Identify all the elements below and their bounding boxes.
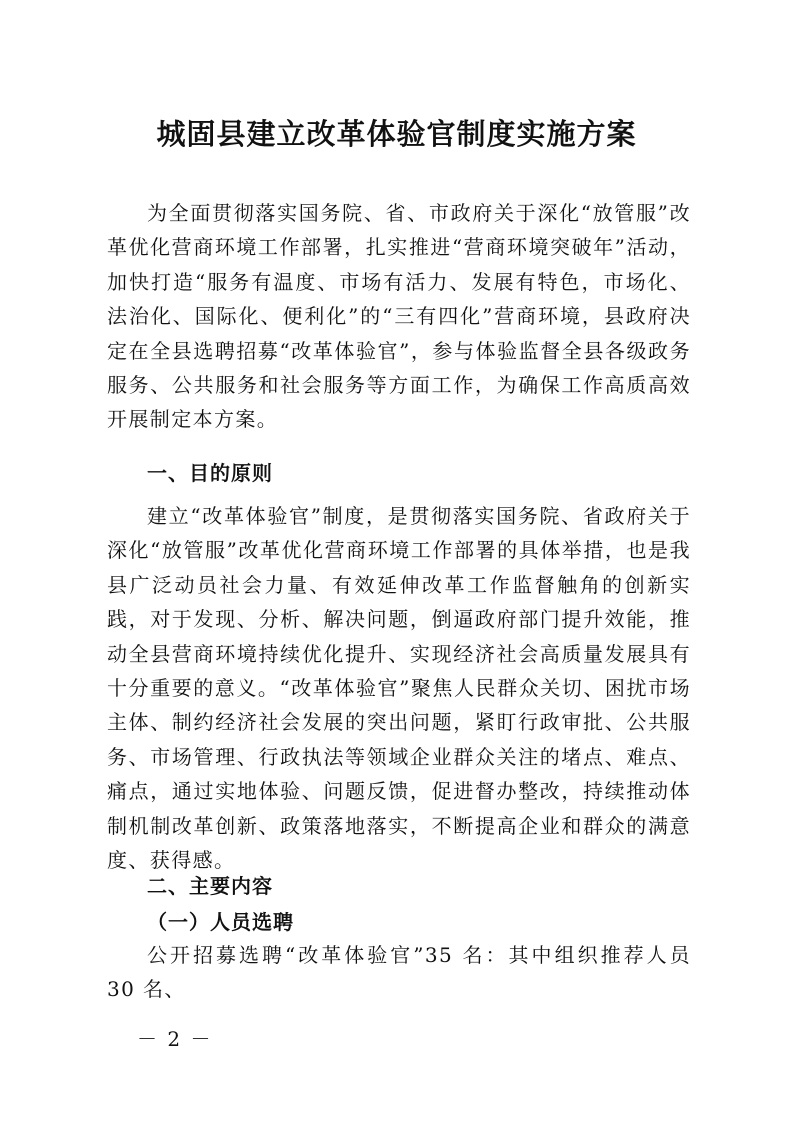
subsection-recruitment-paragraph: 公开招募选聘“改革体验官”35 名：其中组织推荐人员 30 名、 (107, 943, 691, 1002)
page-number: － 2 － (137, 1027, 213, 1051)
subsection-heading-recruitment: （一）人员选聘 (147, 910, 294, 934)
document-title: 城固县建立改革体验官制度实施方案 (156, 117, 637, 151)
intro-paragraph: 为全面贯彻落实国务院、省、市政府关于深化“放管服”改革优化营商环境工作部署，扎实推进“营商环境突破年”活动，加快打造“服务有温度、市场有活力、发展有特色，市场化、法治化、国际化、便利化”的“三有四化”营商环境，县政府决定在全县选聘招募“改革体验官”，参与体验监督全县各级政务服务、公共服务和社会服务等方面工作，为确保工作高质高效开展制定本方案。 (107, 201, 691, 432)
section-heading-content: 二、主要内容 (147, 874, 273, 898)
section-heading-goals: 一、目的原则 (147, 461, 273, 485)
section-goals-paragraph: 建立“改革体验官”制度，是贯彻落实国务院、省政府关于深化“放管服”改革优化营商环境工作部署的具体举措，也是我县广泛动员社会力量、有效延伸改革工作监督触角的创新实践，对于发现、分析、解决问题，倒逼政府部门提升效能，推动全县营商环境持续优化提升、实现经济社会高质量发展具有十分重要的意义。“改革体验官”聚焦人民群众关切、困扰市场主体、制约经济社会发展的突出问题，紧盯行政审批、公共服务、市场管理、行政执法等领域企业群众关注的堵点、难点、痛点，通过实地体验、问题反馈，促进督办整改，持续推动体制机制改革创新、政策落地落实，不断提高企业和群众的满意度、获得感。 (107, 504, 691, 873)
